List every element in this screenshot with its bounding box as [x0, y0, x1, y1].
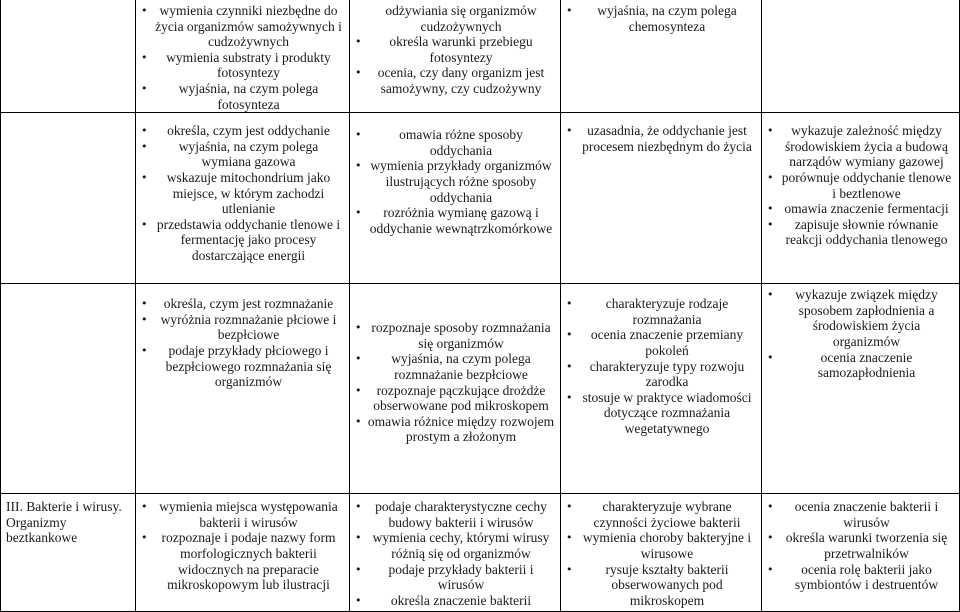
cell-outstanding-4: [762, 494, 960, 612]
cell-full-2: [561, 113, 762, 284]
list-item: • stosuje w praktyce wiadomości dotyczące rozmnażania wegetatywnego: [566, 390, 756, 437]
list-item: • wymienia czynniki niezbędne do życia organizmów samożywnych i cudzożywnych: [141, 3, 344, 50]
requirement-list: [355, 127, 555, 236]
list-item: • rozpoznaje sposoby rozmnażania się organizmów: [355, 320, 555, 351]
list-item: • przedstawia oddychanie tlenowe i fermentację jako procesy dostarczające energii: [141, 217, 344, 264]
cell-basic-2: [136, 113, 350, 284]
requirement-list: [355, 499, 555, 608]
cell-extended-4: [350, 494, 561, 612]
table-row-reproduction: [1, 284, 960, 494]
table-row-photosynthesis: [1, 0, 960, 113]
requirement-list: [141, 499, 344, 593]
list-item: • ocenia rolę bakterii jako symbiontów i destruentów: [767, 562, 954, 593]
list-item: • porównuje oddychanie tlenowe i beztlenowe: [767, 170, 954, 201]
list-item: • zapisuje słownie równanie reakcji oddychania tlenowego: [767, 217, 954, 248]
list-item: • omawia różnice między rozwojem prostym a złożonym: [355, 414, 555, 445]
continued-text: odżywiania się organizmów cudzożywnych: [385, 3, 537, 34]
list-item: • ocenia, czy dany organizm jest samożywny, czy cudzożywny: [355, 65, 555, 96]
list-item: • wyjaśnia, na czym polega wymiana gazowa: [141, 139, 344, 170]
list-item: • wykazuje związek między sposobem zapłodnienia a środowiskiem życia organizmów: [767, 287, 954, 349]
list-item: • wymienia miejsca występowania bakterii i wirusów: [141, 499, 344, 530]
list-item: • ocenia znaczenie przemiany pokoleń: [566, 327, 756, 358]
list-item: • określa, czym jest oddychanie: [141, 123, 344, 139]
cell-extended-1: [350, 0, 561, 113]
requirement-list: [355, 34, 555, 96]
list-item: • rozpoznaje i podaje nazwy form morfologicznych bakterii widocznych na preparacie mikroskopowym lub ilustracji: [141, 530, 344, 592]
cell-basic-1: [136, 0, 350, 113]
section-label: [1, 494, 136, 612]
requirement-list: [767, 287, 954, 381]
cell-basic-3: [136, 284, 350, 494]
cell-outstanding-1: [762, 0, 960, 113]
list-item: • podaje przykłady płciowego i bezpłciowego rozmnażania się organizmów: [141, 343, 344, 390]
list-item: • ocenia znaczenie samozapłodnienia: [767, 350, 954, 381]
list-item: • wymienia choroby bakteryjne i wirusowe: [566, 530, 756, 561]
list-item: • omawia znaczenie fermentacji: [767, 201, 954, 217]
cell-extended-2: [350, 113, 561, 284]
requirement-list: [767, 123, 954, 248]
list-item: • podaje przykłady bakterii i wirusów: [355, 562, 555, 593]
requirement-list: [141, 296, 344, 390]
list-item: • rozpoznaje pączkujące drożdże obserwowane pod mikroskopem: [355, 383, 555, 414]
list-item: • wyjaśnia, na czym polega rozmnażanie bezpłciowe: [355, 351, 555, 382]
requirement-list: [566, 123, 756, 154]
list-item: • podaje charakterystyczne cechy budowy bakterii i wirusów: [355, 499, 555, 530]
requirement-list: [566, 296, 756, 436]
table-row-bacteria-viruses: [1, 494, 960, 612]
list-item: • wyjaśnia, na czym polega fotosynteza: [141, 81, 344, 112]
list-item: • wyjaśnia, na czym polega chemosynteza: [566, 3, 756, 34]
list-item: • charakteryzuje typy rozwoju zarodka: [566, 359, 756, 390]
list-item: • rysuje kształty bakterii obserwowanych pod mikroskopem: [566, 562, 756, 609]
section-label-text: III. Bakterie i wirusy. Organizmy beztkankowe: [6, 499, 122, 546]
cell-outstanding-2: [762, 113, 960, 284]
list-item: • omawia różne sposoby oddychania: [355, 127, 555, 158]
requirement-list: [566, 499, 756, 608]
requirement-list: [566, 3, 756, 34]
list-item: • określa znaczenie bakterii: [355, 593, 555, 609]
list-item: • wykazuje zależność między środowiskiem życia a budową narządów wymiany gazowej: [767, 123, 954, 170]
cell-full-3: [561, 284, 762, 494]
list-item: • wymienia substraty i produkty fotosyntezy: [141, 50, 344, 81]
list-item: • określa warunki przebiegu fotosyntezy: [355, 34, 555, 65]
section-cell-empty: [1, 0, 136, 113]
cell-full-4: [561, 494, 762, 612]
cell-basic-4: [136, 494, 350, 612]
cell-extended-3: [350, 284, 561, 494]
table-row-respiration: [1, 113, 960, 284]
list-item: • wskazuje mitochondrium jako miejsce, w którym zachodzi utlenianie: [141, 170, 344, 217]
list-item: • wymienia cechy, którymi wirusy różnią się od organizmów: [355, 530, 555, 561]
list-item: • charakteryzuje rodzaje rozmnażania: [566, 296, 756, 327]
list-item: • ocenia znaczenie bakterii i wirusów: [767, 499, 954, 530]
list-item: • rozróżnia wymianę gazową i oddychanie wewnątrzkomórkowe: [355, 205, 555, 236]
requirement-list: [141, 3, 344, 112]
list-item: • określa, czym jest rozmnażanie: [141, 296, 344, 312]
list-item: • wyróżnia rozmnażanie płciowe i bezpłciowe: [141, 312, 344, 343]
section-cell-empty: [1, 284, 136, 494]
list-item: • charakteryzuje wybrane czynności życiowe bakterii: [566, 499, 756, 530]
requirement-list: [141, 123, 344, 263]
list-item: • wymienia przykłady organizmów ilustrujących różne sposoby oddychania: [355, 158, 555, 205]
cell-outstanding-3: [762, 284, 960, 494]
section-cell-empty: [1, 113, 136, 284]
requirement-list: [355, 320, 555, 445]
requirement-list: [767, 499, 954, 593]
list-item: • uzasadnia, że oddychanie jest procesem niezbędnym do życia: [566, 123, 756, 154]
cell-full-1: [561, 0, 762, 113]
list-item: • określa warunki tworzenia się przetrwalników: [767, 530, 954, 561]
